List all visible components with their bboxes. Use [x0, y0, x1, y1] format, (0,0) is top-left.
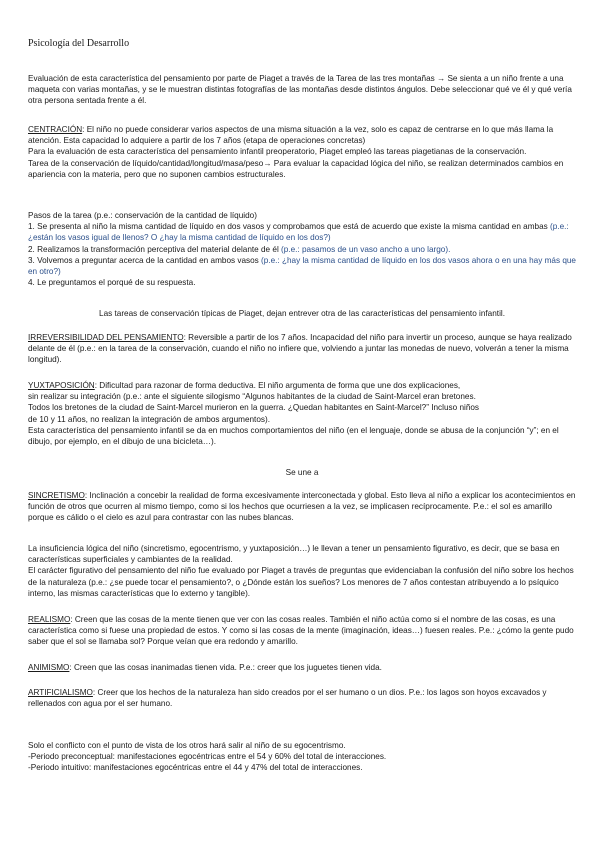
- se-une-a-block: [28, 467, 576, 478]
- yuxtaposicion-line1: [28, 380, 576, 391]
- paso-2-note: (p.e.: pasamos de un vaso ancho a uno largo).: [281, 244, 451, 254]
- se-une-a: Se une a: [285, 468, 319, 477]
- animismo-term: ANIMISMO: [28, 663, 70, 672]
- sincretismo-paragraph: [28, 490, 576, 524]
- centracion-text: : El niño no puede considerar varios aspectos de una misma situación a la vez, solo es capaz de centrarse en lo que más llama la atención. Esta capacidad lo adquiere a partir de los 7 años (etapa de operaciones concretas): [28, 125, 554, 146]
- animismo-section: [28, 662, 576, 673]
- paso-3-text: 3. Volvemos a preguntar acerca de la cantidad en ambos vasos: [28, 255, 262, 265]
- yuxtaposicion-line5: Esta característica del pensamiento infantil se da en muchos comportamientos del niño (en el lenguaje, donde se abusa de la conjunción “y”; en el dibujo, por ejemplo, en el dibujo de una bicicleta…).: [28, 425, 559, 447]
- yuxtaposicion-line3: Todos los bretones de la ciudad de Saint-Marcel murieron en la guerra. ¿Quedan habitantes en Saint-Marcel?” Incluso niños: [28, 403, 480, 413]
- irreversibilidad-paragraph: [28, 332, 576, 366]
- artificialismo-section: [28, 687, 576, 709]
- realismo-term: REALISMO: [28, 615, 71, 624]
- animismo-paragraph: [28, 662, 576, 673]
- centracion-paragraph: [28, 124, 576, 146]
- conservacion-note-block: [28, 308, 576, 319]
- conclusion-line1: Solo el conflicto con el punto de vista de los otros hará salir al niño de su egocentrismo.: [28, 741, 346, 750]
- yuxtaposicion-text: : Dificultad para razonar de forma deductiva. El niño argumenta de forma que une dos explicaciones,: [94, 381, 461, 390]
- pasos-title: Pasos de la tarea (p.e.: conservación de la cantidad de líquido): [28, 211, 257, 220]
- realismo-paragraph: [28, 614, 576, 648]
- conclusion-line3: -Periodo intuitivo: manifestaciones egocéntricas entre el 44 y 47% del total de interacciones.: [28, 763, 363, 773]
- insuficiencia-line2: El carácter figurativo del pensamiento del niño fue evaluado por Piaget a través de preguntas que evidenciaban la confusión del niño sobre los hechos de la naturaleza (p.e.: ¿se puede tocar el pensamiento?, o ¿Dónde están los sueños? Los menores de 7 años contestan atribuyendo a lo psíquico interno, las mismas características que lo externo y tangible).: [28, 566, 574, 598]
- document-header: Psicología del Desarrollo: [28, 38, 130, 49]
- artificialismo-text: : Creer que los hechos de la naturaleza han sido creados por el ser humano o un dios. P.e.: los lagos son hoyos excavados y rellenados con agua por el ser humano.: [28, 688, 547, 709]
- artificialismo-term: ARTIFICIALISMO: [28, 688, 93, 697]
- irreversibilidad-text: : Reversible a partir de los 7 años. Incapacidad del niño para invertir un proceso, aunque se haya realizado delante de él (p.e.: en la tarea de la conservación, cuando el niño no infiere que, volviendo a juntar las monedas de nuevo, volverán a tener la misma longitud).: [28, 333, 572, 365]
- yuxtaposicion-line4: de 10 y 11 años, no realizan la integración de ambos argumentos).: [28, 414, 270, 424]
- paso-1-text: 1. Se presenta al niño la misma cantidad de líquido en dos vasos y comprobamos que está de acuerdo que existe la misma cantidad en ambas: [28, 222, 551, 232]
- paso-2: [28, 244, 576, 255]
- yuxtaposicion-line2: sin realizar su integración (p.e.: ante el siguiente silogismo “Algunos habitantes de la ciudad de Saint-Marcel eran bretones.: [28, 392, 476, 402]
- paso-1: [28, 221, 576, 243]
- pasos-section: [28, 210, 576, 288]
- irreversibilidad-section: [28, 332, 576, 366]
- irreversibilidad-term: IRREVERSIBILIDAD DEL PENSAMIENTO: [28, 333, 184, 342]
- realismo-section: [28, 614, 576, 648]
- artificialismo-paragraph: [28, 687, 576, 709]
- paso-4: 4. Le preguntamos el porqué de su respuesta.: [28, 278, 196, 288]
- yuxtaposicion-section: [28, 380, 576, 447]
- centracion-line2: Para la evaluación de esta característica del pensamiento infantil preoperatorio, Piaget empleó las tareas piagetianas de la conservación.: [28, 147, 527, 157]
- centracion-line3: Tarea de la conservación de líquido/cantidad/longitud/masa/peso→ Para evaluar la capacidad lógica del niño, se realizan determinados cambios en apariencia con la materia, pero que no suponen cambios estructurales.: [28, 158, 564, 179]
- insuficiencia-line1: La insuficiencia lógica del niño (sincretismo, egocentrismo, y yuxtaposición…) le llevan a tener un pensamiento figurativo, es decir, que se basa en características superficiales y cambiantes de la realidad.: [28, 544, 560, 565]
- sincretismo-text: : Inclinación a concebir la realidad de forma excesivamente interconectada y global. Esto lleva al niño a explicar los acontecimientos en función de otros que ocurren al mismo tiempo, como si los hechos que ocurriesen a la vez, se implicasen recíprocamente. P.e.: el sol es amarillo porque es cálido o el cielo es azul para contrastar con las nubes blancas.: [28, 491, 576, 523]
- conclusion-section: [28, 740, 576, 774]
- insuficiencia-section: [28, 543, 576, 599]
- animismo-text: : Creen que las cosas inanimadas tienen vida. P.e.: creer que los juguetes tienen vida.: [69, 663, 382, 672]
- conservacion-note: Las tareas de conservación típicas de Piaget, dejan entrever otra de las características del pensamiento infantil.: [99, 309, 505, 318]
- sincretismo-term: SINCRETISMO: [28, 491, 85, 500]
- centracion-section: [28, 124, 576, 180]
- intro-text: Evaluación de esta característica del pensamiento por parte de Piaget a través de la Tarea de las tres montañas → Se sienta a un niño frente a una maqueta con varias montañas, y se le muestran distintas fotografías de las montañas desde distintos ángulos. Debe seleccionar qué ve él y qué vería otra persona sentada frente a él.: [28, 74, 572, 106]
- yuxtaposicion-term: YUXTAPOSICIÓN: [28, 381, 95, 390]
- paso-3: [28, 255, 576, 277]
- paso-3-note: (p.e.: ¿hay la misma cantidad de líquido en los dos vasos ahora o en una hay más que en otro?): [28, 255, 576, 277]
- conclusion-line2: -Periodo preconceptual: manifestaciones egocéntricas entre el 54 y 60% del total de interacciones.: [28, 752, 387, 762]
- sincretismo-section: [28, 490, 576, 524]
- paso-2-text: 2. Realizamos la transformación perceptiva del material delante de él: [28, 244, 282, 254]
- paso-1-note: (p.e.: ¿están los vasos igual de llenos? O ¿hay la misma cantidad de líquido en los dos?): [28, 222, 569, 243]
- intro-paragraph: [28, 73, 576, 107]
- realismo-text: : Creen que las cosas de la mente tienen que ver con las cosas reales. También el niño actúa como si el nombre de las cosas, es una característica como si fuese una propiedad de estos. Y como si las cosas de la mente (imaginación, ideas…) fuesen reales. P.e.: ¿cómo la gente pudo saber que el sol se llamaba sol? Porque veían que era redondo y amarillo.: [28, 615, 574, 647]
- centracion-term: CENTRACIÓN: [28, 125, 83, 134]
